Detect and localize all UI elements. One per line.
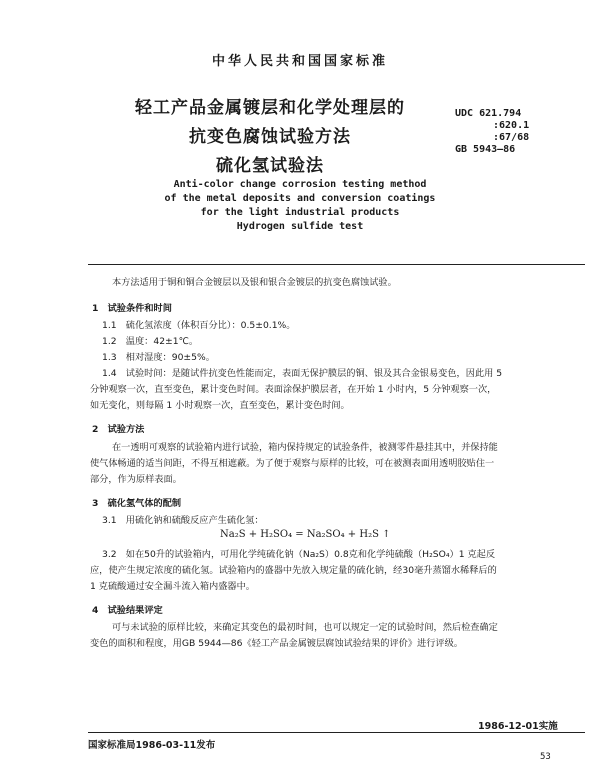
chemical-equation: Na₂S + H₂SO₄ = Na₂SO₄ + H₂S ↑ [220,529,391,540]
udc-block [455,108,565,156]
title-cn-line1: 轻工产品金属镀层和化学处理层的 [135,98,405,118]
section2-line2: 使气体畅通的适当间距，不得互相遮蔽。为了便于观察与原样的比较，可在被测表面用透明胶贴住一 [90,458,495,469]
section4-line2: 变色的面积和程度，用GB 5944—86《轻工产品金属镀层腐蚀试验结果的评价》进行评级。 [90,638,463,649]
section3-item2-line2: 应，使产生规定浓度的硫化氢。试验箱内的盛器中先放入规定量的硫化钠，经30毫升蒸馏水稀释后的 [90,565,497,576]
section3-item1: 3.1 用硫化钠和硫酸反应产生硫化氢： [102,515,264,526]
section1-item2: 1.2 温度：42±1℃。 [102,336,199,347]
udc-line1: UDC 621.794 [455,108,522,119]
section1-item3: 1.3 相对湿度：90±5%。 [102,352,215,363]
section1-heading: 1 试验条件和时间 [92,303,172,314]
title-en-block [100,178,500,234]
title-cn-line2: 抗变色腐蚀试验方法 [189,127,351,147]
title-en-line3: for the light industrial products [200,207,400,218]
section3-heading: 3 硫化氢气体的配制 [92,498,182,509]
issue-date: 国家标准局1986-03-11发布 [88,740,216,751]
title-en-line2: of the metal deposits and conversion coatings [164,193,436,204]
section3-item2-line3: 1 克硫酸通过安全漏斗流入箱内盛器中。 [90,581,255,592]
country-standard-title: 中华人民共和国国家标准 [211,54,388,69]
page-number: 53 [540,752,551,762]
title-en-line4: Hydrogen sulfide test [236,221,364,232]
section1-item1: 1.1 硫化氢浓度（体积百分比）：0.5±0.1%。 [102,320,296,331]
section1-item4-line1: 1.4 试验时间：是随试件抗变色性能而定，表面无保护膜层的铜、银及其合金银易变色，因此用 5 [102,368,503,379]
section1-item4-line2: 分钟观察一次，直至变色，累计变色时间。表面涂保护膜层者，在开始 1 小时内，5 分钟观察一次， [90,384,497,395]
top-divider [88,264,585,265]
section3-item2-line1: 3.2 如在50升的试验箱内，可用化学纯硫化钠（Na₂S）0.8克和化学纯硫酸（H₂SO₄）1 克起反 [102,549,496,560]
intro-paragraph: 本方法适用于铜和铜合金镀层以及银和银合金镀层的抗变色腐蚀试验。 [112,277,397,288]
udc-line2: :620.1 [493,120,530,131]
section1-item4-line3: 如无变化，则每隔 1 小时观察一次，直至变色，累计变色时间。 [90,400,350,411]
bottom-divider [88,732,585,733]
section4-heading: 4 试验结果评定 [92,605,163,616]
section2-line1: 在一透明可观察的试验箱内进行试验，箱内保持规定的试验条件，被测零件悬挂其中，并保持能 [112,442,498,453]
section4-line1: 可与未试验的原样比较，来确定其变色的最初时间，也可以规定一定的试验时间，然后检查确定 [112,622,498,633]
title-en-line1: Anti-color change corrosion testing method [173,179,427,190]
title-cn-line3: 硫化氢试验法 [216,156,324,176]
gb-number: GB 5943—86 [455,144,516,155]
section2-heading: 2 试验方法 [92,424,145,435]
udc-line3: :67/68 [493,132,530,143]
section2-line3: 部分，作为原样表面。 [90,474,182,485]
effective-date: 1986-12-01实施 [478,721,558,732]
